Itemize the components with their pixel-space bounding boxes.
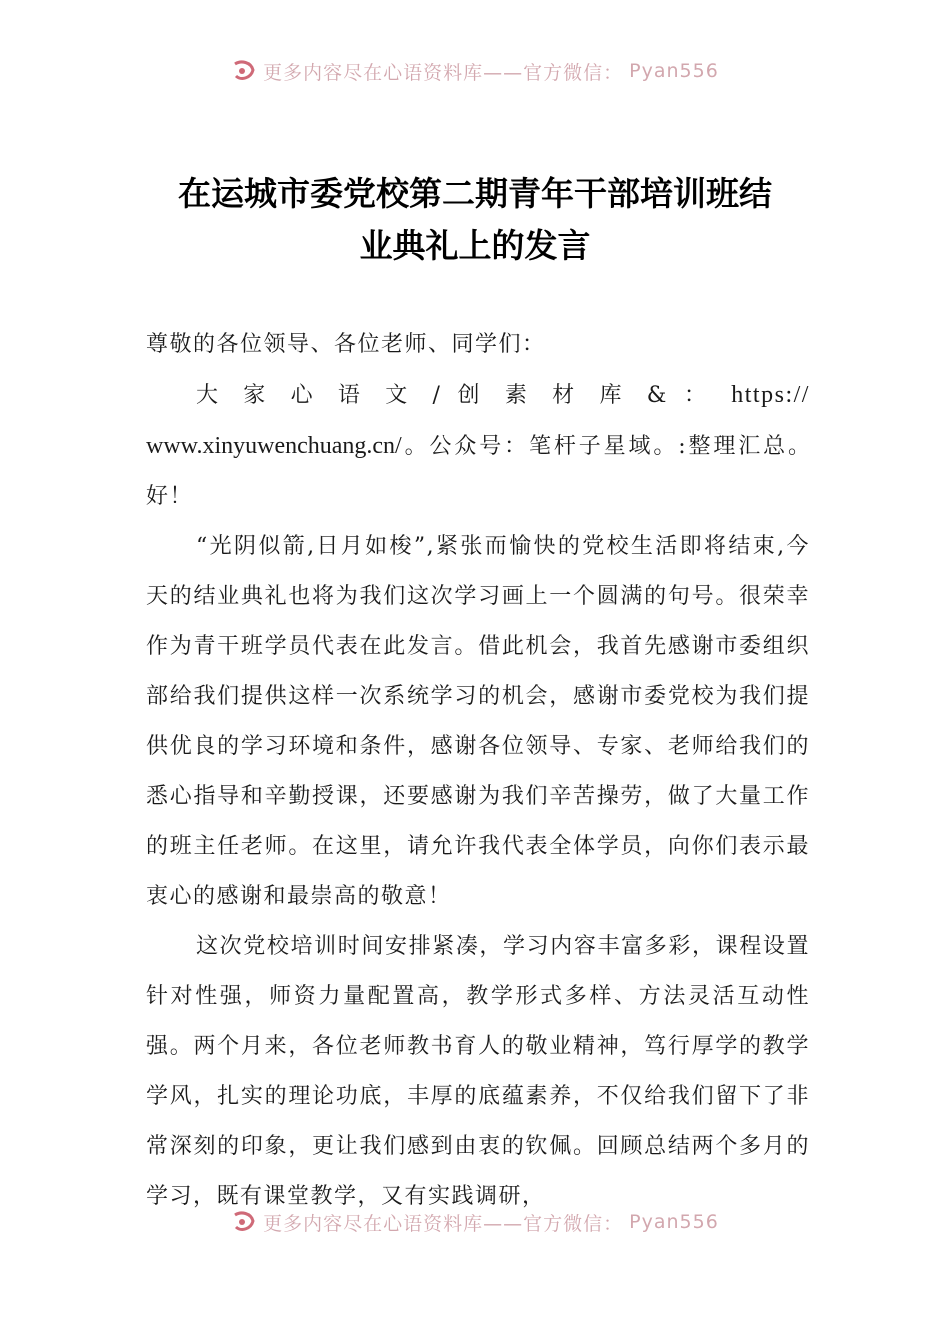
source-line: 大 家 心 语 文 / 创 素 材 库 & ： https:// <box>196 382 810 408</box>
title-line-1: 在运城市委党校第二期青年干部培训班结 <box>178 174 772 213</box>
watermark-text: 更多内容尽在心语资料库——官方微信： <box>263 61 624 84</box>
source-url-line <box>146 421 810 472</box>
salutation: 尊敬的各位领导、各位老师、同学们： <box>146 332 546 357</box>
logo-icon <box>231 60 257 82</box>
header-watermark <box>0 56 950 86</box>
title-line-2: 业典礼上的发言 <box>359 226 591 265</box>
paragraph-2: 这次党校培训时间安排紧凑，学习内容丰富多彩，课程设置针对性强，师资力量配置高，教学形式多样、方法灵活互动性强。两个月来，各位老师教书育人的敬业精神，笃行厚学的教学学风，扎实的理论功底，丰厚的底蕴素养，不仅给我们留下了非常深刻的印象，更让我们感到由衷的钦佩。回顾总结两个多月的学习，既有课堂教学，又有实践调研， <box>146 934 810 1209</box>
greeting-end: 好！ <box>146 484 194 509</box>
paragraph-1: “光阴似箭,日月如梭”,紧张而愉快的党校生活即将结束,今天的结业典礼也将为我们这次学习画上一个圆满的句号。很荣幸作为青干班学员代表在此发言。借此机会，我首先感谢市委组织部给我们提供这样一次系统学习的机会，感谢市委党校为我们提供优良的学习环境和条件，感谢各位领导、专家、老师给我们的悉心指导和辛勤授课，还要感谢为我们辛苦操劳，做了大量工作的班主任老师。在这里，请允许我代表全体学员，向你们表示最衷心的感谢和最崇高的敬意！ <box>146 534 810 909</box>
watermark-text: 更多内容尽在心语资料库——官方微信： <box>263 1212 624 1235</box>
watermark-id: Pyan556 <box>629 1211 719 1233</box>
footer-watermark <box>0 1207 950 1237</box>
source-url: www.xinyuwenchuang.cn/ <box>146 433 402 459</box>
document-title <box>140 168 810 272</box>
logo-icon <box>231 1211 257 1233</box>
document-body <box>146 320 810 1222</box>
source-rest: 。公众号：笔杆子星域。:整理汇总。 <box>401 434 810 459</box>
watermark-id: Pyan556 <box>629 60 719 82</box>
